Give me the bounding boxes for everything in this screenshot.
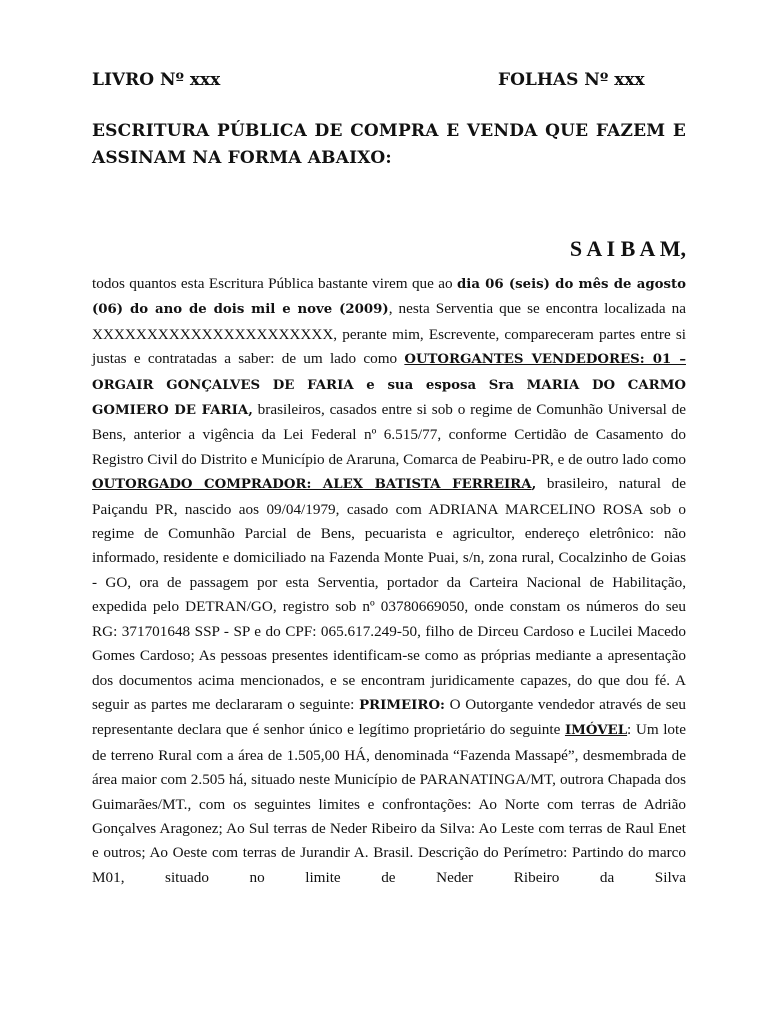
- livro-number: LIVRO Nº xxx: [92, 70, 221, 90]
- buyer-label: OUTORGADO COMPRADOR: ALEX BATISTA FERREIRA: [92, 477, 532, 493]
- body-segment: todos quantos esta Escritura Pública bastante virem que ao: [92, 275, 457, 292]
- seller-spouse: e sua esposa Sra MARIA DO CARMO GOMIERO DE FARIA,: [92, 377, 686, 419]
- body-segment: O Outorgante vendedor através de seu representante declara que é senhor único e legítimo proprietário do seguinte: [92, 695, 686, 739]
- sellers-label: OUTORGANTES VENDEDORES: 01 –: [404, 352, 686, 368]
- document-title: ESCRITURA PÚBLICA DE COMPRA E VENDA QUE FAZEM E ASSINAM NA FORMA ABAIXO:: [92, 121, 686, 168]
- deed-date: dia 06 (seis) do mês de agosto (06) do ano de dois mil e nove (2009): [92, 277, 686, 318]
- seller-name: ORGAIR GONÇALVES DE FARIA: [92, 377, 354, 393]
- body-segment: : Um lote de terreno Rural com a área de 1.505,00 HÁ, denominada “Fazenda Massapé”, desmembrada de área maior com 2.505 há, situado neste Município de PARANATINGA/MT, outrora Chapada dos Guimarães/MT., com os seguintes limites e confrontações: Ao Norte com terras de Adrião Gonçalves Aragonez; Ao Sul terras de Neder Ribeiro da Silva: Ao Leste com terras de Raul Enet e outros; Ao Oeste com terras de Jurandir A. Brasil. Descrição do Perímetro: Partindo do marco M01, situado no limite de Neder Ribeiro da Silva: [92, 721, 686, 886]
- primeiro-label: PRIMEIRO:: [359, 697, 445, 713]
- saibam-heading: S A I B A M,: [569, 236, 686, 261]
- body-segment: , nesta Serventia que se encontra localizada na XXXXXXXXXXXXXXXXXXXXXX, perante mim, Escrevente, compareceram partes entre si justas e contratadas a saber: de um lado como: [92, 300, 686, 368]
- body-segment: brasileiros, casados entre si sob o regime de Comunhão Universal de Bens, anterior a vigência da Lei Federal nº 6.515/77, conforme Certidão de Casamento do Registro Civil do Distrito e Município de Araruna, Comarca de Peabiru-PR, e de outro lado como: [92, 401, 687, 468]
- imovel-label: IMÓVEL: [564, 723, 628, 739]
- folhas-number: FOLHAS Nº xxx: [498, 70, 645, 90]
- buyer-comma: ,: [531, 477, 537, 493]
- body-segment: brasileiro, natural de Paiçandu PR, nascido aos 09/04/1979, casado com ADRIANA MARCELINO ROSA sob o regime de Comunhão Parcial de Bens, pecuarista e agricultor, endereço eletrônico: não informado, residente e domiciliado na Fazenda Monte Puai, s/n, zona rural, Cocalzinho de Goias - GO, ora de passagem por esta Serventia, portador da Carteira Nacional de Habilitação, expedida pelo DETRAN/GO, registro sob nº 03780669050, onde constam os números do seu RG: 371701648 SSP - SP e do CPF: 065.617.249-50, filho de Dirceu Cardoso e Lucilei Macedo Gomes Cardoso; As pessoas presentes identificam-se como as próprias mediante a apresentação dos documentos acima mencionados, e se encontram juridicamente capazes, do que dou fé. A seguir as partes me declararam o seguinte:: [92, 475, 686, 713]
- body-text: [92, 272, 686, 890]
